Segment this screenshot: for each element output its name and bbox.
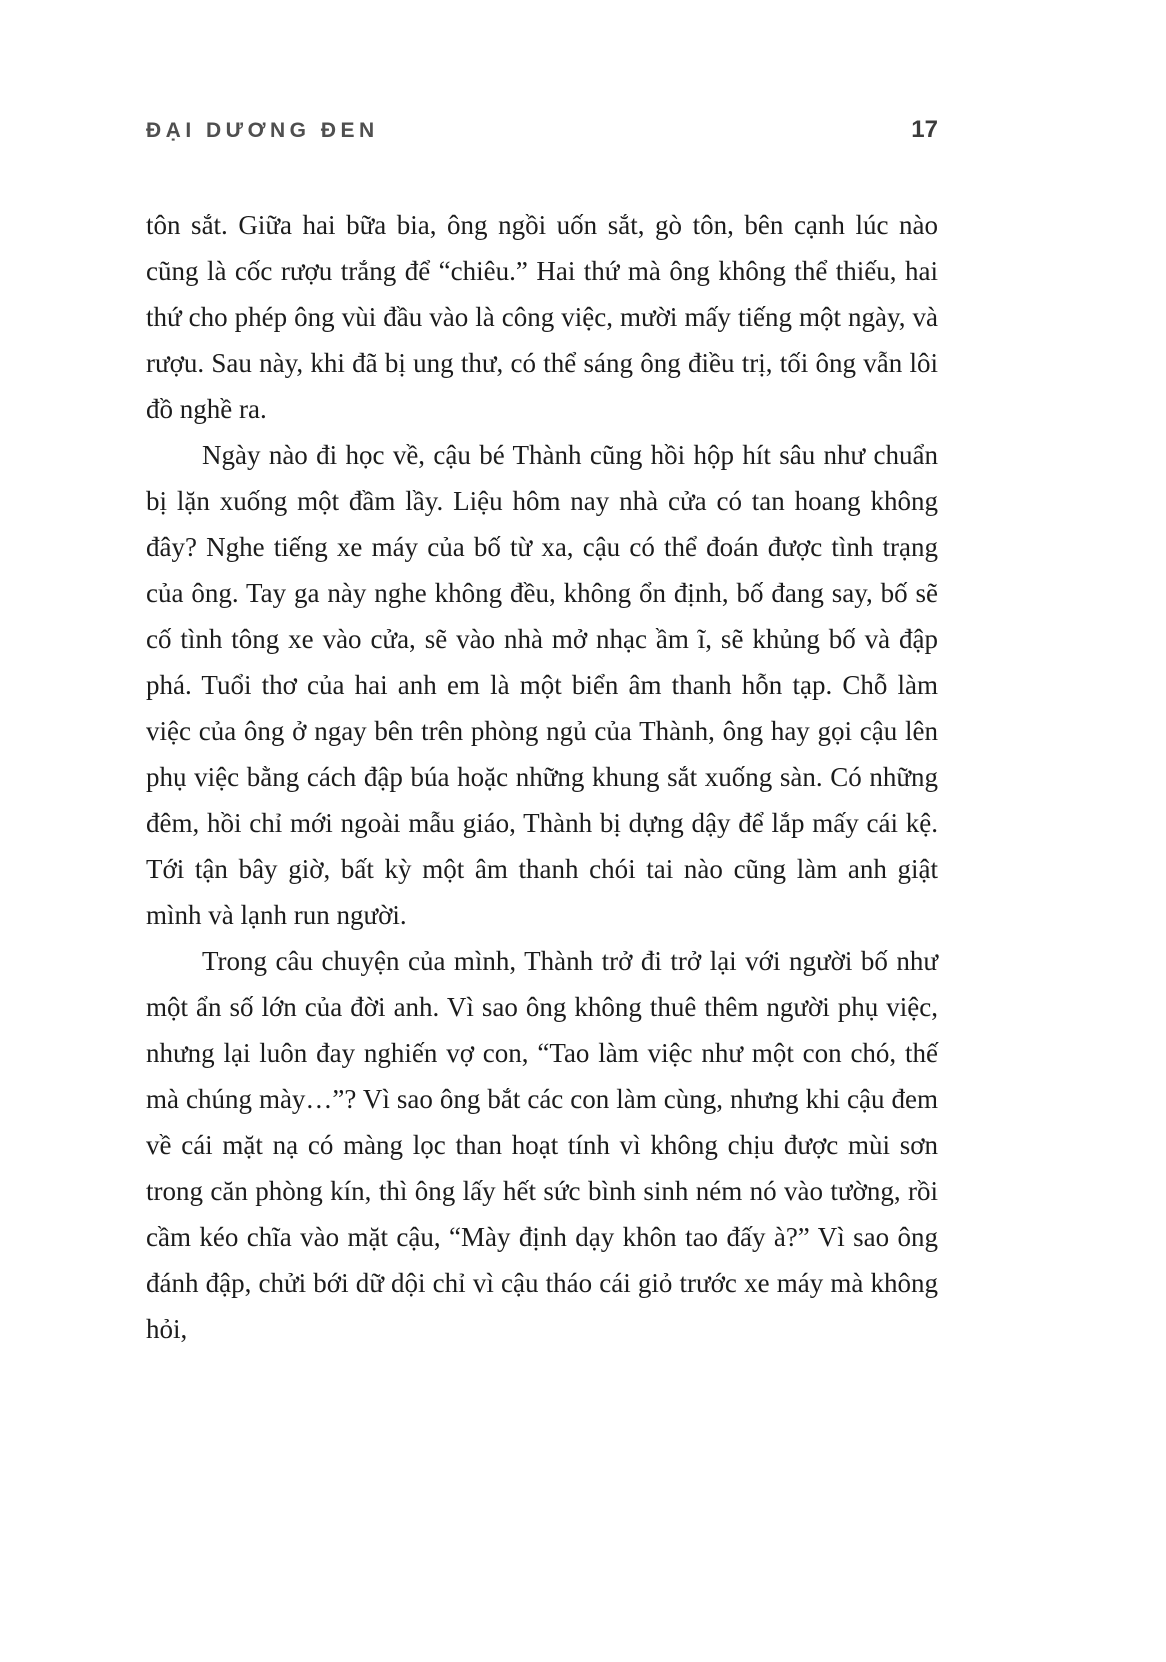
page-body: [146, 202, 938, 1352]
paragraph: tôn sắt. Giữa hai bữa bia, ông ngồi uốn sắt, gò tôn, bên cạnh lúc nào cũng là cốc rượu trắng để “chiêu.” Hai thứ mà ông không thể thiếu, hai thứ cho phép ông vùi đầu vào là công việc, mười mấy tiếng một ngày, và rượu. Sau này, khi đã bị ung thư, có thể sáng ông điều trị, tối ông vẫn lôi đồ nghề ra.: [146, 210, 938, 424]
page-header: [146, 116, 938, 144]
page-number: 17: [911, 116, 938, 143]
paragraph: Trong câu chuyện của mình, Thành trở đi trở lại với người bố như một ẩn số lớn của đời anh. Vì sao ông không thuê thêm người phụ việc, nhưng lại luôn đay nghiến vợ con, “Tao làm việc như một con chó, thế mà chúng mày…”? Vì sao ông bắt các con làm cùng, nhưng khi cậu đem về cái mặt nạ có màng lọc than hoạt tính vì không chịu được mùi sơn trong căn phòng kín, thì ông lấy hết sức bình sinh ném nó vào tường, rồi cầm kéo chĩa vào mặt cậu, “Mày định dạy khôn tao đấy à?” Vì sao ông đánh đập, chửi bới dữ dội chỉ vì cậu tháo cái giỏ trước xe máy mà không hỏi,: [146, 946, 938, 1344]
running-title: ĐẠI DƯƠNG ĐEN: [146, 119, 379, 142]
paragraph: Ngày nào đi học về, cậu bé Thành cũng hồi hộp hít sâu như chuẩn bị lặn xuống một đầm lầy. Liệu hôm nay nhà cửa có tan hoang không đây? Nghe tiếng xe máy của bố từ xa, cậu có thể đoán được tình trạng của ông. Tay ga này nghe không đều, không ổn định, bố đang say, bố sẽ cố tình tông xe vào cửa, sẽ vào nhà mở nhạc ầm ĩ, sẽ khủng bố và đập phá. Tuổi thơ của hai anh em là một biển âm thanh hỗn tạp. Chỗ làm việc của ông ở ngay bên trên phòng ngủ của Thành, ông hay gọi cậu lên phụ việc bằng cách đập búa hoặc những khung sắt xuống sàn. Có những đêm, hồi chỉ mới ngoài mẫu giáo, Thành bị dựng dậy để lắp mấy cái kệ. Tới tận bây giờ, bất kỳ một âm thanh chói tai nào cũng làm anh giật mình và lạnh run người.: [146, 440, 938, 930]
